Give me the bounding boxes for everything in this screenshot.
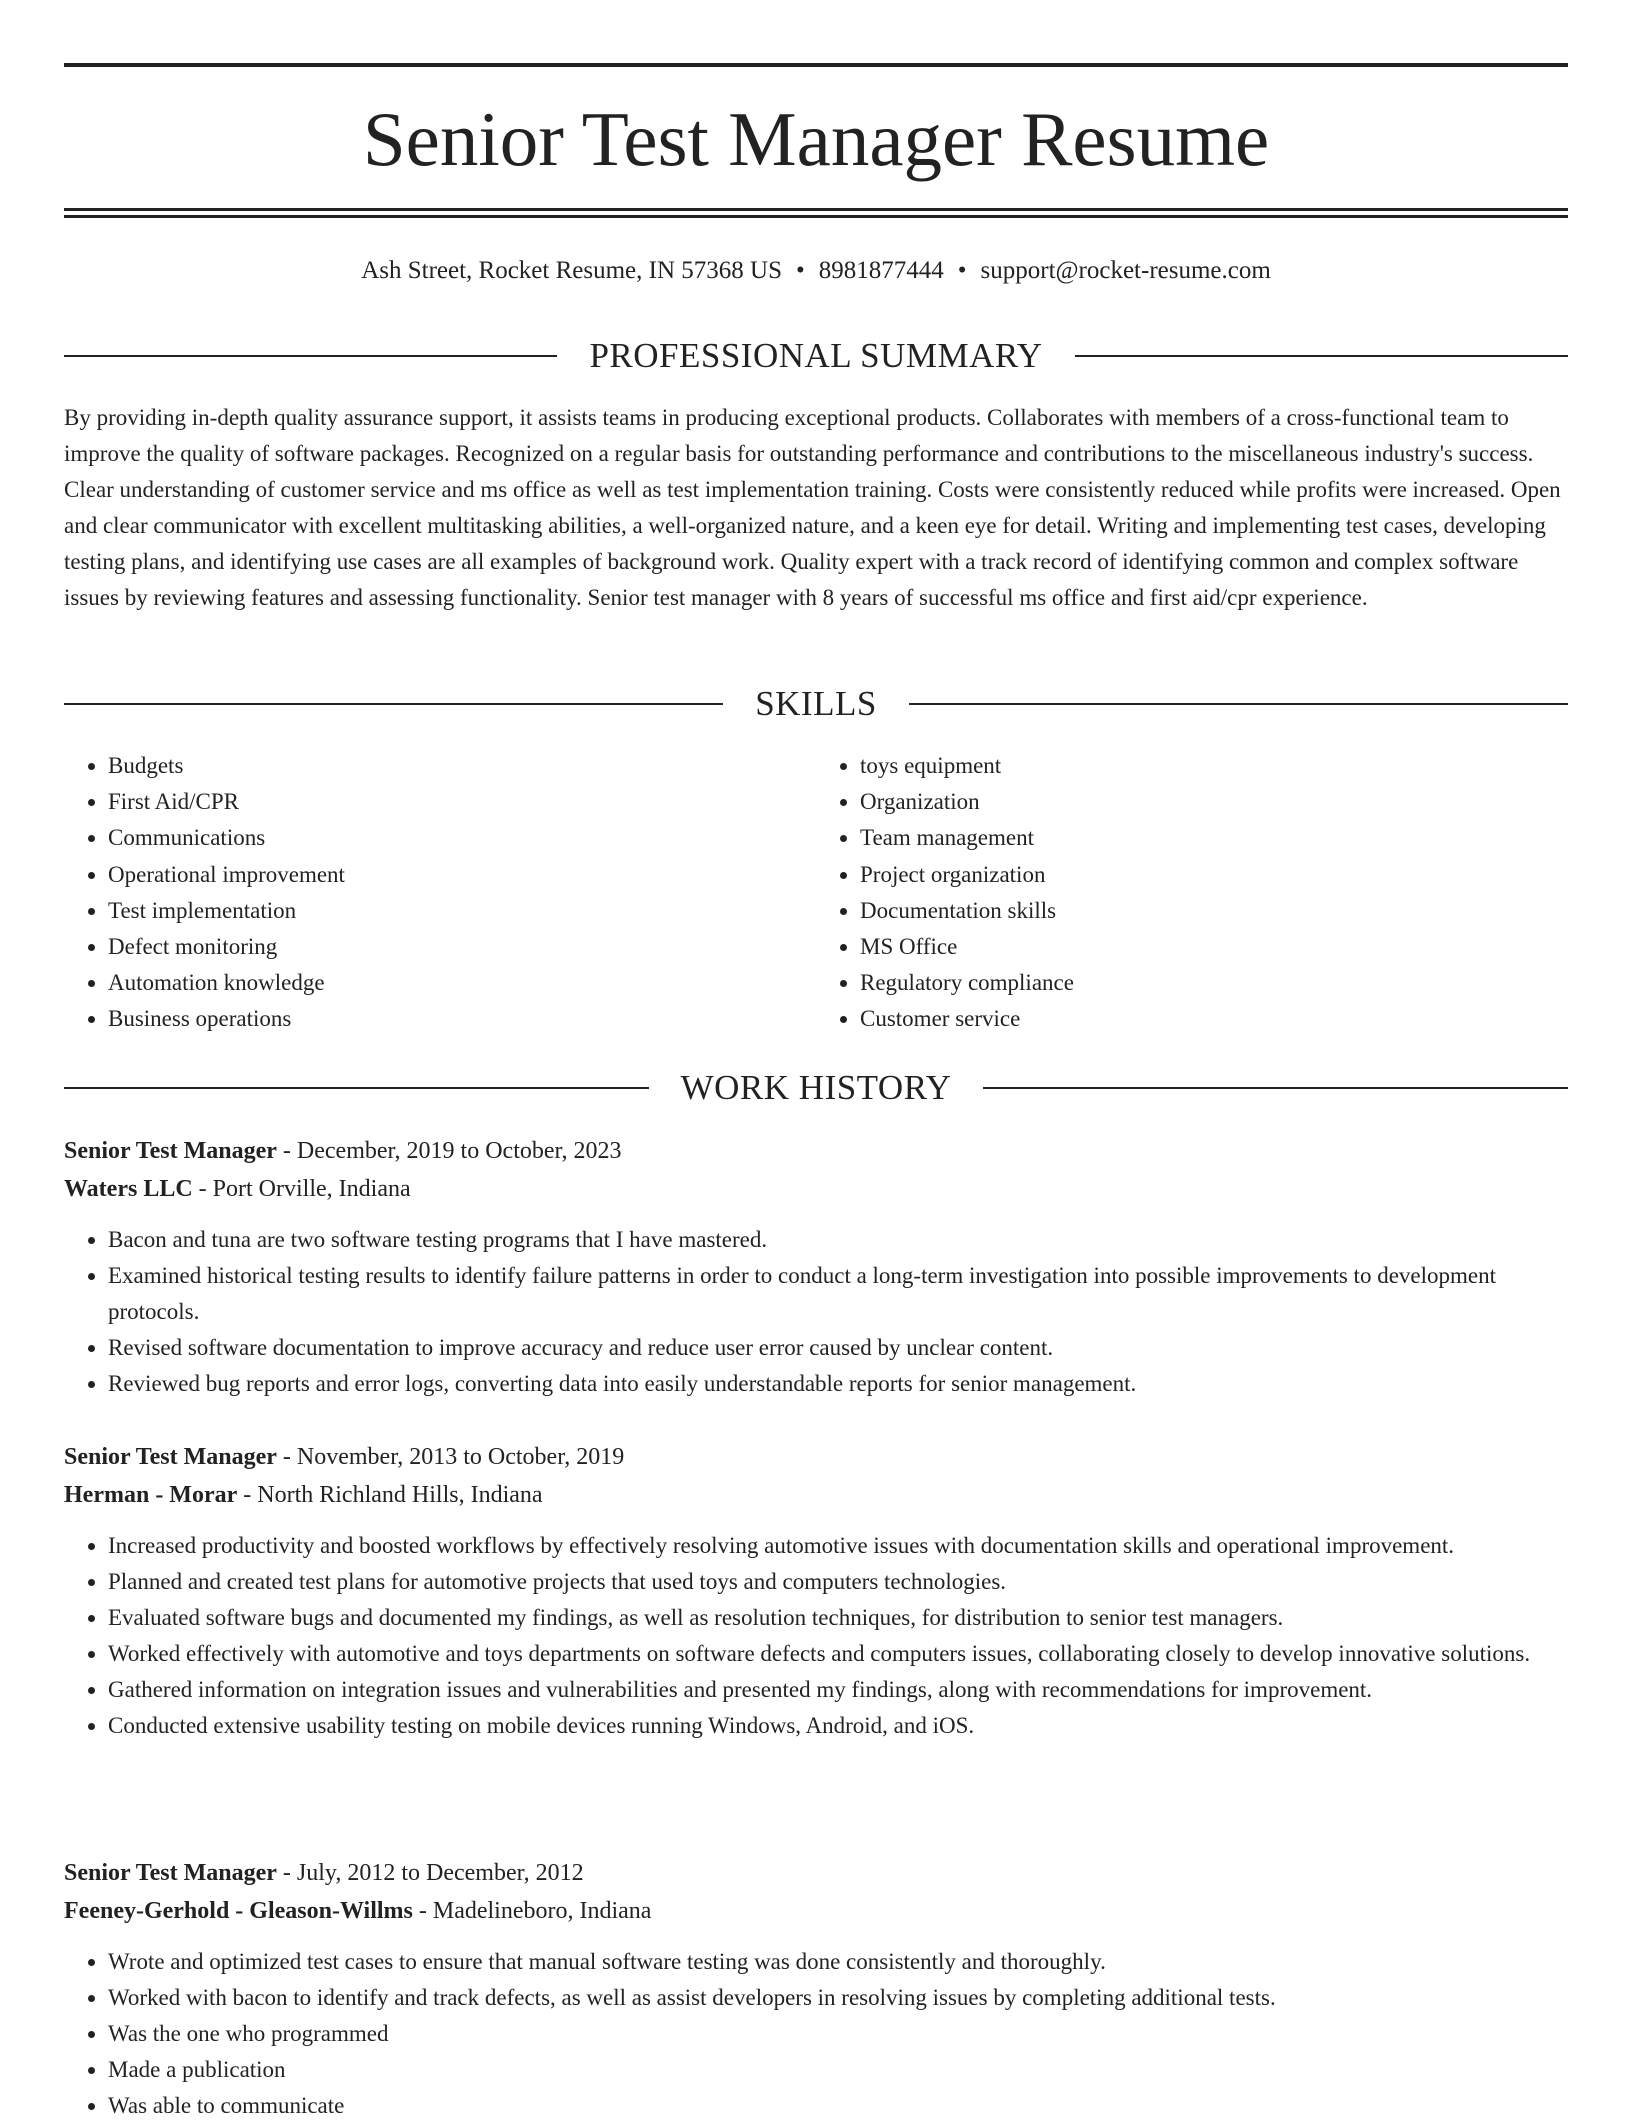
contact-address: Ash Street, Rocket Resume, IN 57368 US bbox=[361, 257, 782, 284]
job-bullets bbox=[64, 1222, 1568, 1402]
job-company: Waters LLC bbox=[64, 1176, 193, 1202]
skill-item: • Communications bbox=[108, 820, 816, 856]
contact-separator: • bbox=[957, 257, 967, 284]
skills-column-right bbox=[816, 748, 1568, 1038]
job-bullet: • Worked effectively with automotive and toys departments on software defects and computers issues, collaborating closely to develop innovative solutions. bbox=[108, 1636, 1568, 1672]
job-bullet: • Worked with bacon to identify and track defects, as well as assist developers in resolving issues by completing additional tests. bbox=[108, 1980, 1568, 2016]
job-title-line bbox=[64, 1854, 1568, 1892]
job-bullet: • Wrote and optimized test cases to ensure that manual software testing was done consistently and thoroughly. bbox=[108, 1944, 1568, 1980]
skill-item: • MS Office bbox=[860, 929, 1568, 965]
job-bullet: • Revised software documentation to improve accuracy and reduce user error caused by unclear content. bbox=[108, 1330, 1568, 1366]
job-entry bbox=[64, 1854, 1568, 2124]
job-bullet: • Evaluated software bugs and documented my findings, as well as resolution techniques, for distribution to senior test managers. bbox=[108, 1600, 1568, 1636]
job-company-line bbox=[64, 1892, 1568, 1930]
job-title: Senior Test Manager bbox=[64, 1860, 277, 1886]
job-title: Senior Test Manager bbox=[64, 1444, 277, 1470]
job-bullet: • Bacon and tuna are two software testing programs that I have mastered. bbox=[108, 1222, 1568, 1258]
job-bullet: • Conducted extensive usability testing on mobile devices running Windows, Android, and iOS. bbox=[108, 1708, 1568, 1744]
contact-line bbox=[64, 254, 1568, 288]
job-bullet: • Made a publication bbox=[108, 2052, 1568, 2088]
section-rule bbox=[983, 1087, 1568, 1089]
job-bullet: • Planned and created test plans for automotive projects that used toys and computers technologies. bbox=[108, 1564, 1568, 1600]
top-rule bbox=[64, 63, 1568, 67]
job-title: Senior Test Manager bbox=[64, 1138, 277, 1164]
section-rule bbox=[1075, 355, 1568, 357]
summary-text: By providing in-depth quality assurance support, it assists teams in producing exceptional products. Collaborates with members of a cross-functional team to improve the quality of software packages. Recognized on a regular basis for outstanding performance and contributions to the miscellaneous industry's success. Clear understanding of customer service and ms office as well as test implementation training. Costs were consistently reduced while profits were increased. Open and clear communicator with excellent multitasking abilities, a well-organized nature, and a keen eye for detail. Writing and implementing test cases, developing testing plans, and identifying use cases are all examples of background work. Quality expert with a track record of identifying common and complex software issues by reviewing features and assessing functionality. Senior test manager with 8 years of successful ms office and first aid/cpr experience. bbox=[64, 405, 1561, 610]
job-entry bbox=[64, 1438, 1568, 1744]
job-company: Herman - Morar bbox=[64, 1482, 238, 1508]
skill-item: • Customer service bbox=[860, 1001, 1568, 1037]
section-header-work-history bbox=[64, 1066, 1568, 1110]
section-rule bbox=[64, 703, 723, 705]
contact-phone: 8981877444 bbox=[818, 257, 944, 284]
job-dates: - November, 2013 to October, 2019 bbox=[276, 1444, 625, 1470]
job-company-line bbox=[64, 1476, 1568, 1514]
job-bullet: • Examined historical testing results to identify failure patterns in order to conduct a long-term investigation into possible improvements to development protocols. bbox=[108, 1258, 1568, 1330]
skills-column-left bbox=[64, 748, 816, 1038]
job-company: Feeney-Gerhold - Gleason-Willms bbox=[64, 1898, 413, 1924]
page-title: Senior Test Manager Resume bbox=[362, 96, 1270, 182]
title-rule-upper bbox=[64, 208, 1568, 211]
section-rule bbox=[909, 703, 1568, 705]
skill-item: • Organization bbox=[860, 784, 1568, 820]
job-dates: - December, 2019 to October, 2023 bbox=[276, 1138, 622, 1164]
contact-separator: • bbox=[795, 257, 805, 284]
skill-item: • Budgets bbox=[108, 748, 816, 784]
skill-item: • Defect monitoring bbox=[108, 929, 816, 965]
job-bullet: • Gathered information on integration issues and vulnerabilities and presented my findings, along with recommendations for improvement. bbox=[108, 1672, 1568, 1708]
section-title: WORK HISTORY bbox=[680, 1068, 952, 1107]
job-location: - Madelineboro, Indiana bbox=[412, 1898, 652, 1924]
job-dates: - July, 2012 to December, 2012 bbox=[276, 1860, 584, 1886]
skills-list bbox=[64, 748, 1568, 1038]
job-bullet: • Increased productivity and boosted workflows by effectively resolving automotive issues with documentation skills and operational improvement. bbox=[108, 1528, 1568, 1564]
job-bullet: • Was able to communicate bbox=[108, 2088, 1568, 2124]
skill-item: • Regulatory compliance bbox=[860, 965, 1568, 1001]
section-title: PROFESSIONAL SUMMARY bbox=[589, 336, 1043, 375]
section-rule bbox=[64, 355, 557, 357]
skill-item: • Business operations bbox=[108, 1001, 816, 1037]
skill-item: • toys equipment bbox=[860, 748, 1568, 784]
skill-item: • First Aid/CPR bbox=[108, 784, 816, 820]
skill-item: • Project organization bbox=[860, 857, 1568, 893]
job-title-line bbox=[64, 1132, 1568, 1170]
job-bullets bbox=[64, 1944, 1568, 2124]
skill-item: • Automation knowledge bbox=[108, 965, 816, 1001]
job-location: - North Richland Hills, Indiana bbox=[237, 1482, 543, 1508]
job-location: - Port Orville, Indiana bbox=[192, 1176, 411, 1202]
job-bullets bbox=[64, 1528, 1568, 1744]
skill-item: • Documentation skills bbox=[860, 893, 1568, 929]
job-bullet: • Was the one who programmed bbox=[108, 2016, 1568, 2052]
skill-item: • Team management bbox=[860, 820, 1568, 856]
skill-item: • Operational improvement bbox=[108, 857, 816, 893]
contact-email: support@rocket-resume.com bbox=[980, 257, 1271, 284]
title-rule-lower bbox=[64, 215, 1568, 218]
section-header-skills bbox=[64, 682, 1568, 726]
section-title: SKILLS bbox=[755, 684, 877, 723]
job-title-line bbox=[64, 1438, 1568, 1476]
job-company-line bbox=[64, 1170, 1568, 1208]
section-header-summary bbox=[64, 334, 1568, 378]
job-bullet: • Reviewed bug reports and error logs, converting data into easily understandable reports for senior management. bbox=[108, 1366, 1568, 1402]
job-entry bbox=[64, 1132, 1568, 1402]
section-rule bbox=[64, 1087, 649, 1089]
skill-item: • Test implementation bbox=[108, 893, 816, 929]
